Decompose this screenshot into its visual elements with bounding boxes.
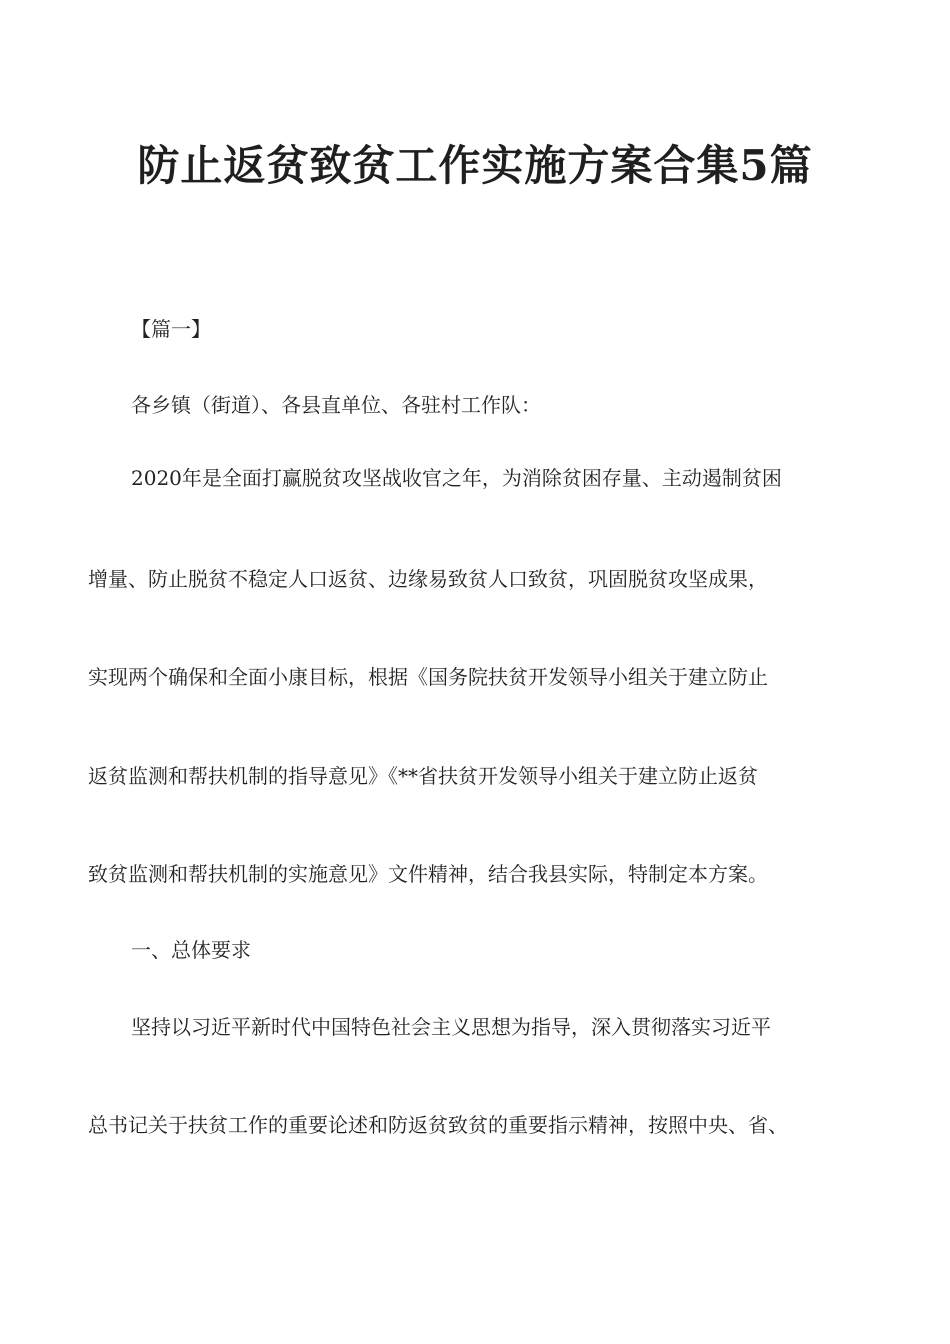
paragraph-2-line-2: 总书记关于扶贫工作的重要论述和防返贫致贫的重要指示精神，按照中央、省、 [88, 1113, 788, 1137]
paragraph-1-line-3: 实现两个确保和全面小康目标，根据《国务院扶贫开发领导小组关于建立防止 [88, 665, 768, 689]
paragraph-1-line-2: 增量、防止脱贫不稳定人口返贫、边缘易致贫人口致贫，巩固脱贫攻坚成果， [88, 567, 768, 591]
section-heading-1: 一、总体要求 [131, 938, 251, 962]
paragraph-1-line-1: 2020年是全面打赢脱贫攻坚战收官之年，为消除贫困存量、主动遏制贫困 [131, 466, 782, 490]
document-title: 防止返贫致贫工作实施方案合集5篇 [137, 141, 813, 190]
paragraph-1-line-5: 致贫监测和帮扶机制的实施意见》文件精神，结合我县实际，特制定本方案。 [88, 862, 768, 886]
paragraph-2-line-1: 坚持以习近平新时代中国特色社会主义思想为指导，深入贯彻落实习近平 [131, 1015, 771, 1039]
section-label: 【篇一】 [131, 317, 211, 341]
paragraph-1-line-4: 返贫监测和帮扶机制的指导意见》《**省扶贫开发领导小组关于建立防止返贫 [88, 764, 758, 788]
salutation: 各乡镇（街道）、各县直单位、各驻村工作队： [131, 393, 541, 417]
